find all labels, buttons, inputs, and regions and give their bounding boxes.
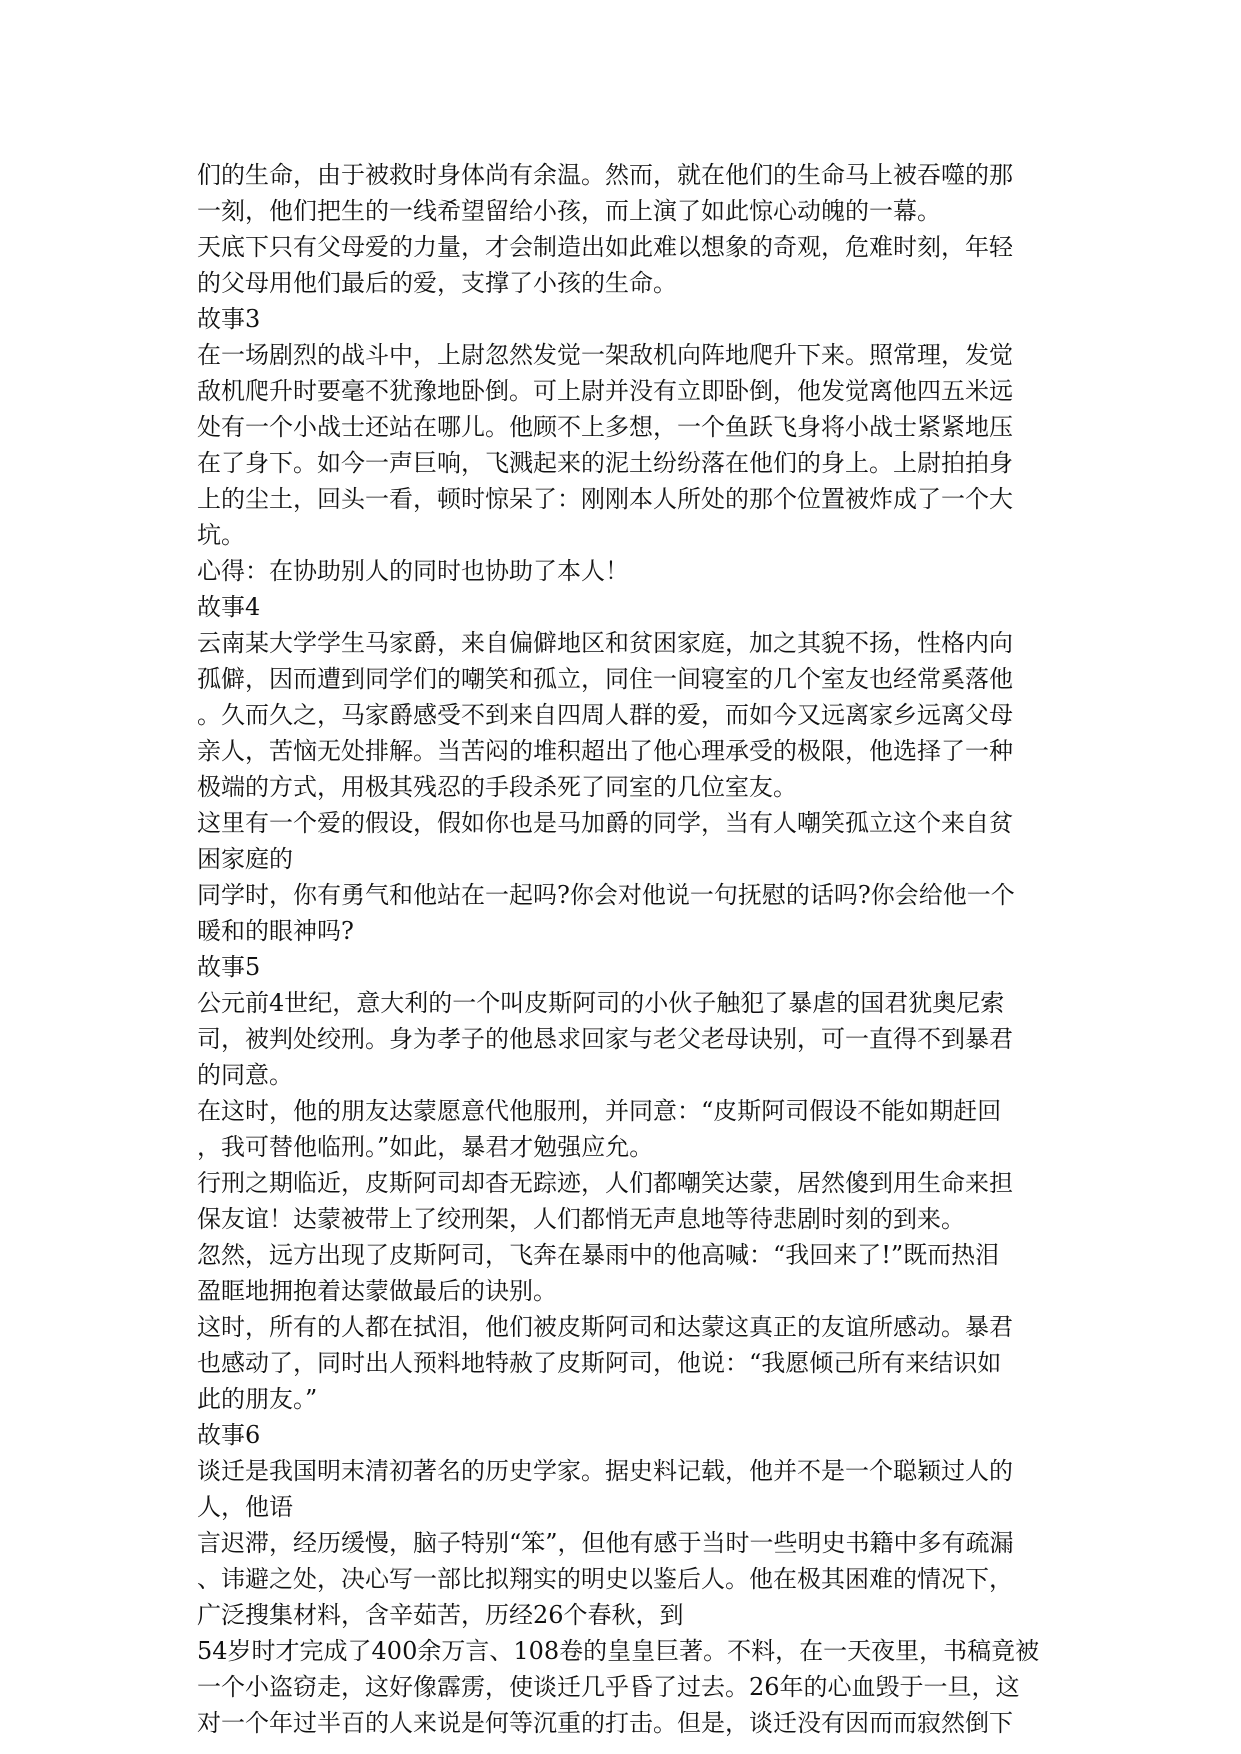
body-line: 的父母用他们最后的爱，支撑了小孩的生命。: [197, 269, 677, 297]
body-line: 同学时，你有勇气和他站在一起吗?你会对他说一句抚慰的话吗?你会给他一个: [197, 881, 1015, 909]
body-line: 敌机爬升时要毫不犹豫地卧倒。可上尉并没有立即卧倒，他发觉离他四五米远: [197, 377, 1013, 405]
body-line: 司，被判处绞刑。身为孝子的他恳求回家与老父老母诀别，可一直得不到暴君: [197, 1025, 1013, 1053]
insight-line: 心得：在协助别人的同时也协助了本人！: [197, 557, 629, 585]
body-line: 这时，所有的人都在拭泪，他们被皮斯阿司和达蒙这真正的友谊所感动。暴君: [197, 1313, 1013, 1341]
body-line: 、讳避之处，决心写一部比拟翔实的明史以鉴后人。他在极其困难的情况下，: [197, 1565, 1013, 1593]
story-heading-5: 故事5: [197, 953, 261, 981]
body-line: 谈迁是我国明末清初著名的历史学家。据史料记载，他并不是一个聪颖过人的: [197, 1457, 1013, 1485]
body-line: 一个小盗窃走，这好像霹雳，使谈迁几乎昏了过去。26年的心血毁于一旦，这: [197, 1673, 1020, 1701]
story-heading-4: 故事4: [197, 593, 261, 621]
body-line: 孤僻，因而遭到同学们的嘲笑和孤立，同住一间寝室的几个室友也经常奚落他: [197, 665, 1013, 693]
body-line: 困家庭的: [197, 845, 293, 873]
body-line: ，我可替他临刑。”如此，暴君才勉强应允。: [197, 1133, 654, 1161]
body-line: 54岁时才完成了400余万言、108卷的皇皇巨著。不料，在一天夜里，书稿竟被: [197, 1637, 1040, 1665]
body-line: 此的朋友。”: [197, 1385, 318, 1413]
body-line: 。久而久之，马家爵感受不到来自四周人群的爱，而如今又远离家乡远离父母: [197, 701, 1013, 729]
body-line: 暖和的眼神吗?: [197, 917, 354, 945]
story-heading-3: 故事3: [197, 305, 261, 333]
body-line: 盈眶地拥抱着达蒙做最后的诀别。: [197, 1277, 557, 1305]
body-line: 亲人，苦恼无处排解。当苦闷的堆积超出了他心理承受的极限，他选择了一种: [197, 737, 1013, 765]
story-heading-6: 故事6: [197, 1421, 261, 1449]
body-line: 行刑之期临近，皮斯阿司却杳无踪迹，人们都嘲笑达蒙，居然傻到用生命来担: [197, 1169, 1013, 1197]
body-line: 对一个年过半百的人来说是何等沉重的打击。但是，谈迁没有因而而寂然倒下: [197, 1709, 1013, 1737]
body-line: 保友谊！达蒙被带上了绞刑架，人们都悄无声息地等待悲剧时刻的到来。: [197, 1205, 965, 1233]
body-line: 上的尘土，回头一看，顿时惊呆了：刚刚本人所处的那个位置被炸成了一个大: [197, 485, 1013, 513]
body-line: 这里有一个爱的假设，假如你也是马加爵的同学，当有人嘲笑孤立这个来自贫: [197, 809, 1013, 837]
body-line: 们的生命，由于被救时身体尚有余温。然而，就在他们的生命马上被吞噬的那: [197, 161, 1013, 189]
body-line: 广泛搜集材料，含辛茹苦，历经26个春秋，到: [197, 1601, 684, 1629]
body-line: 天底下只有父母爱的力量，才会制造出如此难以想象的奇观，危难时刻，年轻: [197, 233, 1013, 261]
body-line: 忽然，远方出现了皮斯阿司，飞奔在暴雨中的他高喊：“我回来了!”既而热泪: [197, 1241, 1000, 1269]
body-line: 公元前4世纪，意大利的一个叫皮斯阿司的小伙子触犯了暴虐的国君犹奥尼索: [197, 989, 1005, 1017]
body-line: 也感动了，同时出人预料地特赦了皮斯阿司，他说：“我愿倾己所有来结识如: [197, 1349, 1002, 1377]
body-line: 言迟滞，经历缓慢，脑子特别“笨”，但他有感于当时一些明史书籍中多有疏漏: [197, 1529, 1014, 1557]
body-line: 的同意。: [197, 1061, 293, 1089]
body-line: 在了身下。如今一声巨响，飞溅起来的泥土纷纷落在他们的身上。上尉拍拍身: [197, 449, 1013, 477]
body-line: 极端的方式，用极其残忍的手段杀死了同室的几位室友。: [197, 773, 797, 801]
body-line: 一刻，他们把生的一线希望留给小孩，而上演了如此惊心动魄的一幕。: [197, 197, 941, 225]
document-body: [197, 157, 1057, 1741]
body-line: 云南某大学学生马家爵，来自偏僻地区和贫困家庭，加之其貌不扬，性格内向: [197, 629, 1013, 657]
body-line: 处有一个小战士还站在哪儿。他顾不上多想，一个鱼跃飞身将小战士紧紧地压: [197, 413, 1013, 441]
body-line: 人，他语: [197, 1493, 293, 1521]
body-line: 在一场剧烈的战斗中，上尉忽然发觉一架敌机向阵地爬升下来。照常理，发觉: [197, 341, 1013, 369]
body-line: 坑。: [197, 521, 245, 549]
body-line: 在这时，他的朋友达蒙愿意代他服刑，并同意：“皮斯阿司假设不能如期赶回: [197, 1097, 1002, 1125]
